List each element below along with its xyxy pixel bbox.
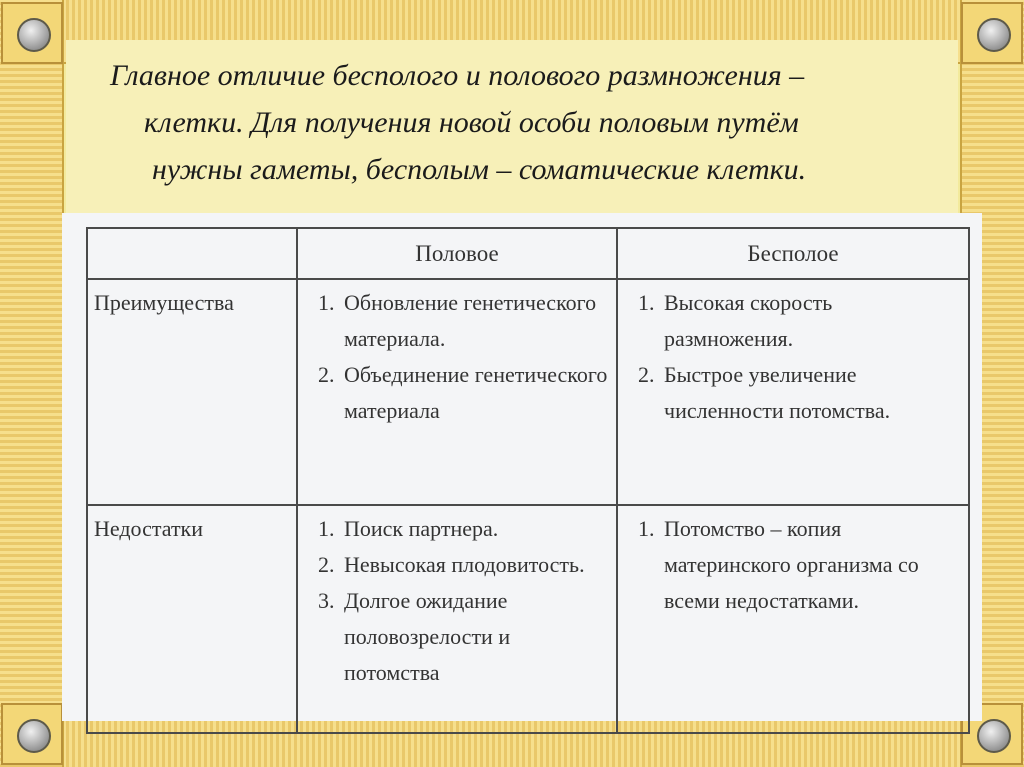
- cell-asexual-disadvantages: [617, 505, 969, 733]
- header-sexual: Половое: [297, 228, 617, 279]
- list-item: 1. Обновление генетического материала.: [340, 285, 608, 357]
- slide-heading: [110, 52, 940, 193]
- cell-asexual-advantages: [617, 279, 969, 505]
- cell-sexual-disadvantages: [297, 505, 617, 733]
- cell-sexual-advantages: [297, 279, 617, 505]
- list-item: 1. Поиск партнера.: [340, 511, 608, 547]
- knob-icon: [17, 18, 51, 52]
- header-asexual: Бесполое: [617, 228, 969, 279]
- row-label-advantages: Преимущества: [87, 279, 297, 505]
- list-item: 3. Долгое ожидание половозрелости и потомства: [340, 583, 608, 691]
- table-row: [87, 505, 969, 733]
- header-empty: [87, 228, 297, 279]
- list-item: 2. Быстрое увеличение численности потомства.: [660, 357, 960, 429]
- heading-line-3: нужны гаметы, бесполым – соматические клетки.: [152, 153, 807, 186]
- corner-ornament-bottom-left: [1, 703, 63, 765]
- comparison-table: [86, 227, 970, 734]
- knob-icon: [977, 18, 1011, 52]
- heading-line-2: клетки. Для получения новой особи половым путём: [144, 106, 799, 139]
- corner-ornament-top-right: [961, 2, 1023, 64]
- row-label-disadvantages: Недостатки: [87, 505, 297, 733]
- list-item: 1. Потомство – копия материнского организма со всеми недостатками.: [660, 511, 960, 619]
- knob-icon: [977, 719, 1011, 753]
- list-item: 2. Невысокая плодовитость.: [340, 547, 608, 583]
- comparison-table-container: [62, 213, 982, 721]
- frame-left: [0, 0, 64, 767]
- heading-line-1: Главное отличие бесполого и полового размножения –: [110, 59, 805, 92]
- table-header-row: [87, 228, 969, 279]
- table-row: [87, 279, 969, 505]
- list-item: 2. Объединение генетического материала: [340, 357, 608, 429]
- corner-ornament-top-left: [1, 2, 63, 64]
- list-item: 1. Высокая скорость размножения.: [660, 285, 960, 357]
- knob-icon: [17, 719, 51, 753]
